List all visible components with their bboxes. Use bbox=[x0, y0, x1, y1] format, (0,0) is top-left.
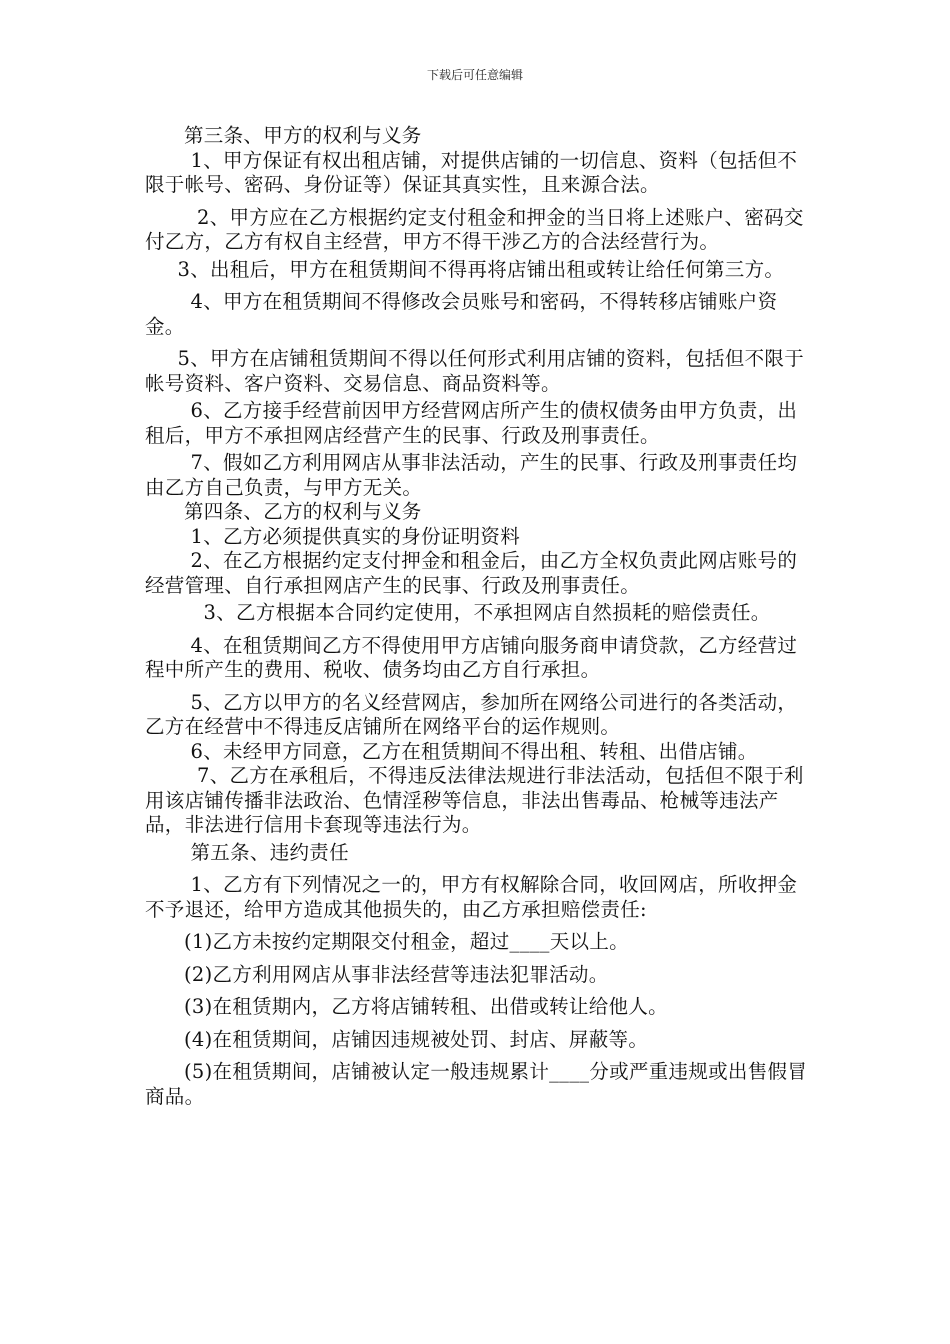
section-4-title: 第四条、乙方的权利与义务 bbox=[145, 500, 422, 523]
paragraph: 4、在租赁期间乙方不得使用甲方店铺向服务商申请贷款，乙方经营过程中所产生的费用、税收、债务均由乙方自行承担。 bbox=[145, 633, 798, 681]
paragraph: 3、乙方根据本合同约定使用，不承担网店自然损耗的赔偿责任。 bbox=[145, 601, 771, 624]
paragraph: 3、出租后，甲方在租赁期间不得再将店铺出租或转让给任何第三方。 bbox=[145, 257, 785, 281]
paragraph: 1、乙方必须提供真实的身份证明资料 bbox=[145, 524, 521, 548]
paragraph: 6、未经甲方同意，乙方在租赁期间不得出租、转租、出借店铺。 bbox=[145, 739, 758, 763]
paragraph: 2、甲方应在乙方根据约定支付租金和押金的当日将上述账户、密码交付乙方，乙方有权自主经营，甲方不得干涉乙方的合法经营行为。 bbox=[145, 205, 804, 253]
section-5-title: 第五条、违约责任 bbox=[145, 840, 349, 864]
section-3-title: 第三条、甲方的权利与义务 bbox=[145, 124, 422, 147]
page-header: 下载后可任意编辑 bbox=[426, 68, 523, 82]
paragraph: 4、甲方在租赁期间不得修改会员账号和密码，不得转移店铺账户资金。 bbox=[145, 290, 778, 338]
document-body bbox=[145, 124, 815, 1109]
list-item: (4)在租赁期间，店铺因违规被处罚、封店、屏蔽等。 bbox=[145, 1027, 649, 1051]
list-item: (5)在租赁期间，店铺被认定一般违规累计____分或严重违规或出售假冒商品。 bbox=[145, 1060, 808, 1108]
paragraph: 1、甲方保证有权出租店铺，对提供店铺的一切信息、资料（包括但不限于帐号、密码、身份证等）保证其真实性，且来源合法。 bbox=[145, 148, 798, 196]
paragraph: 7、假如乙方利用网店从事非法活动，产生的民事、行政及刑事责任均由乙方自己负责，与甲方无关。 bbox=[145, 451, 798, 499]
paragraph: 1、乙方有下列情况之一的，甲方有权解除合同，收回网店，所收押金不予退还，给甲方造成其他损失的，由乙方承担赔偿责任: bbox=[145, 873, 798, 921]
list-item: (1)乙方未按约定期限交付租金，超过____天以上。 bbox=[145, 930, 629, 953]
paragraph: 6、乙方接手经营前因甲方经营网店所产生的债权债务由甲方负责，出租后，甲方不承担网店经营产生的民事、行政及刑事责任。 bbox=[145, 399, 798, 447]
list-item: (2)乙方利用网店从事非法经营等违法犯罪活动。 bbox=[145, 962, 609, 986]
paragraph: 5、甲方在店铺租赁期间不得以任何形式利用店铺的资料，包括但不限于帐号资料、客户资料、交易信息、商品资料等。 bbox=[145, 347, 805, 395]
list-item: (3)在租赁期内，乙方将店铺转租、出借或转让给他人。 bbox=[145, 995, 668, 1018]
paragraph: 7、乙方在承租后，不得违反法律法规进行非法活动，包括但不限于利用该店铺传播非法政治、色情淫秽等信息，非法出售毒品、枪械等违法产品，非法进行信用卡套现等违法行为。 bbox=[145, 764, 804, 836]
paragraph: 5、乙方以甲方的名义经营网店，参加所在网络公司进行的各类活动，乙方在经营中不得违反店铺所在网络平台的运作规则。 bbox=[145, 690, 798, 738]
paragraph: 2、在乙方根据约定支付押金和租金后，由乙方全权负责此网店账号的经营管理、自行承担网店产生的民事、行政及刑事责任。 bbox=[145, 549, 798, 597]
